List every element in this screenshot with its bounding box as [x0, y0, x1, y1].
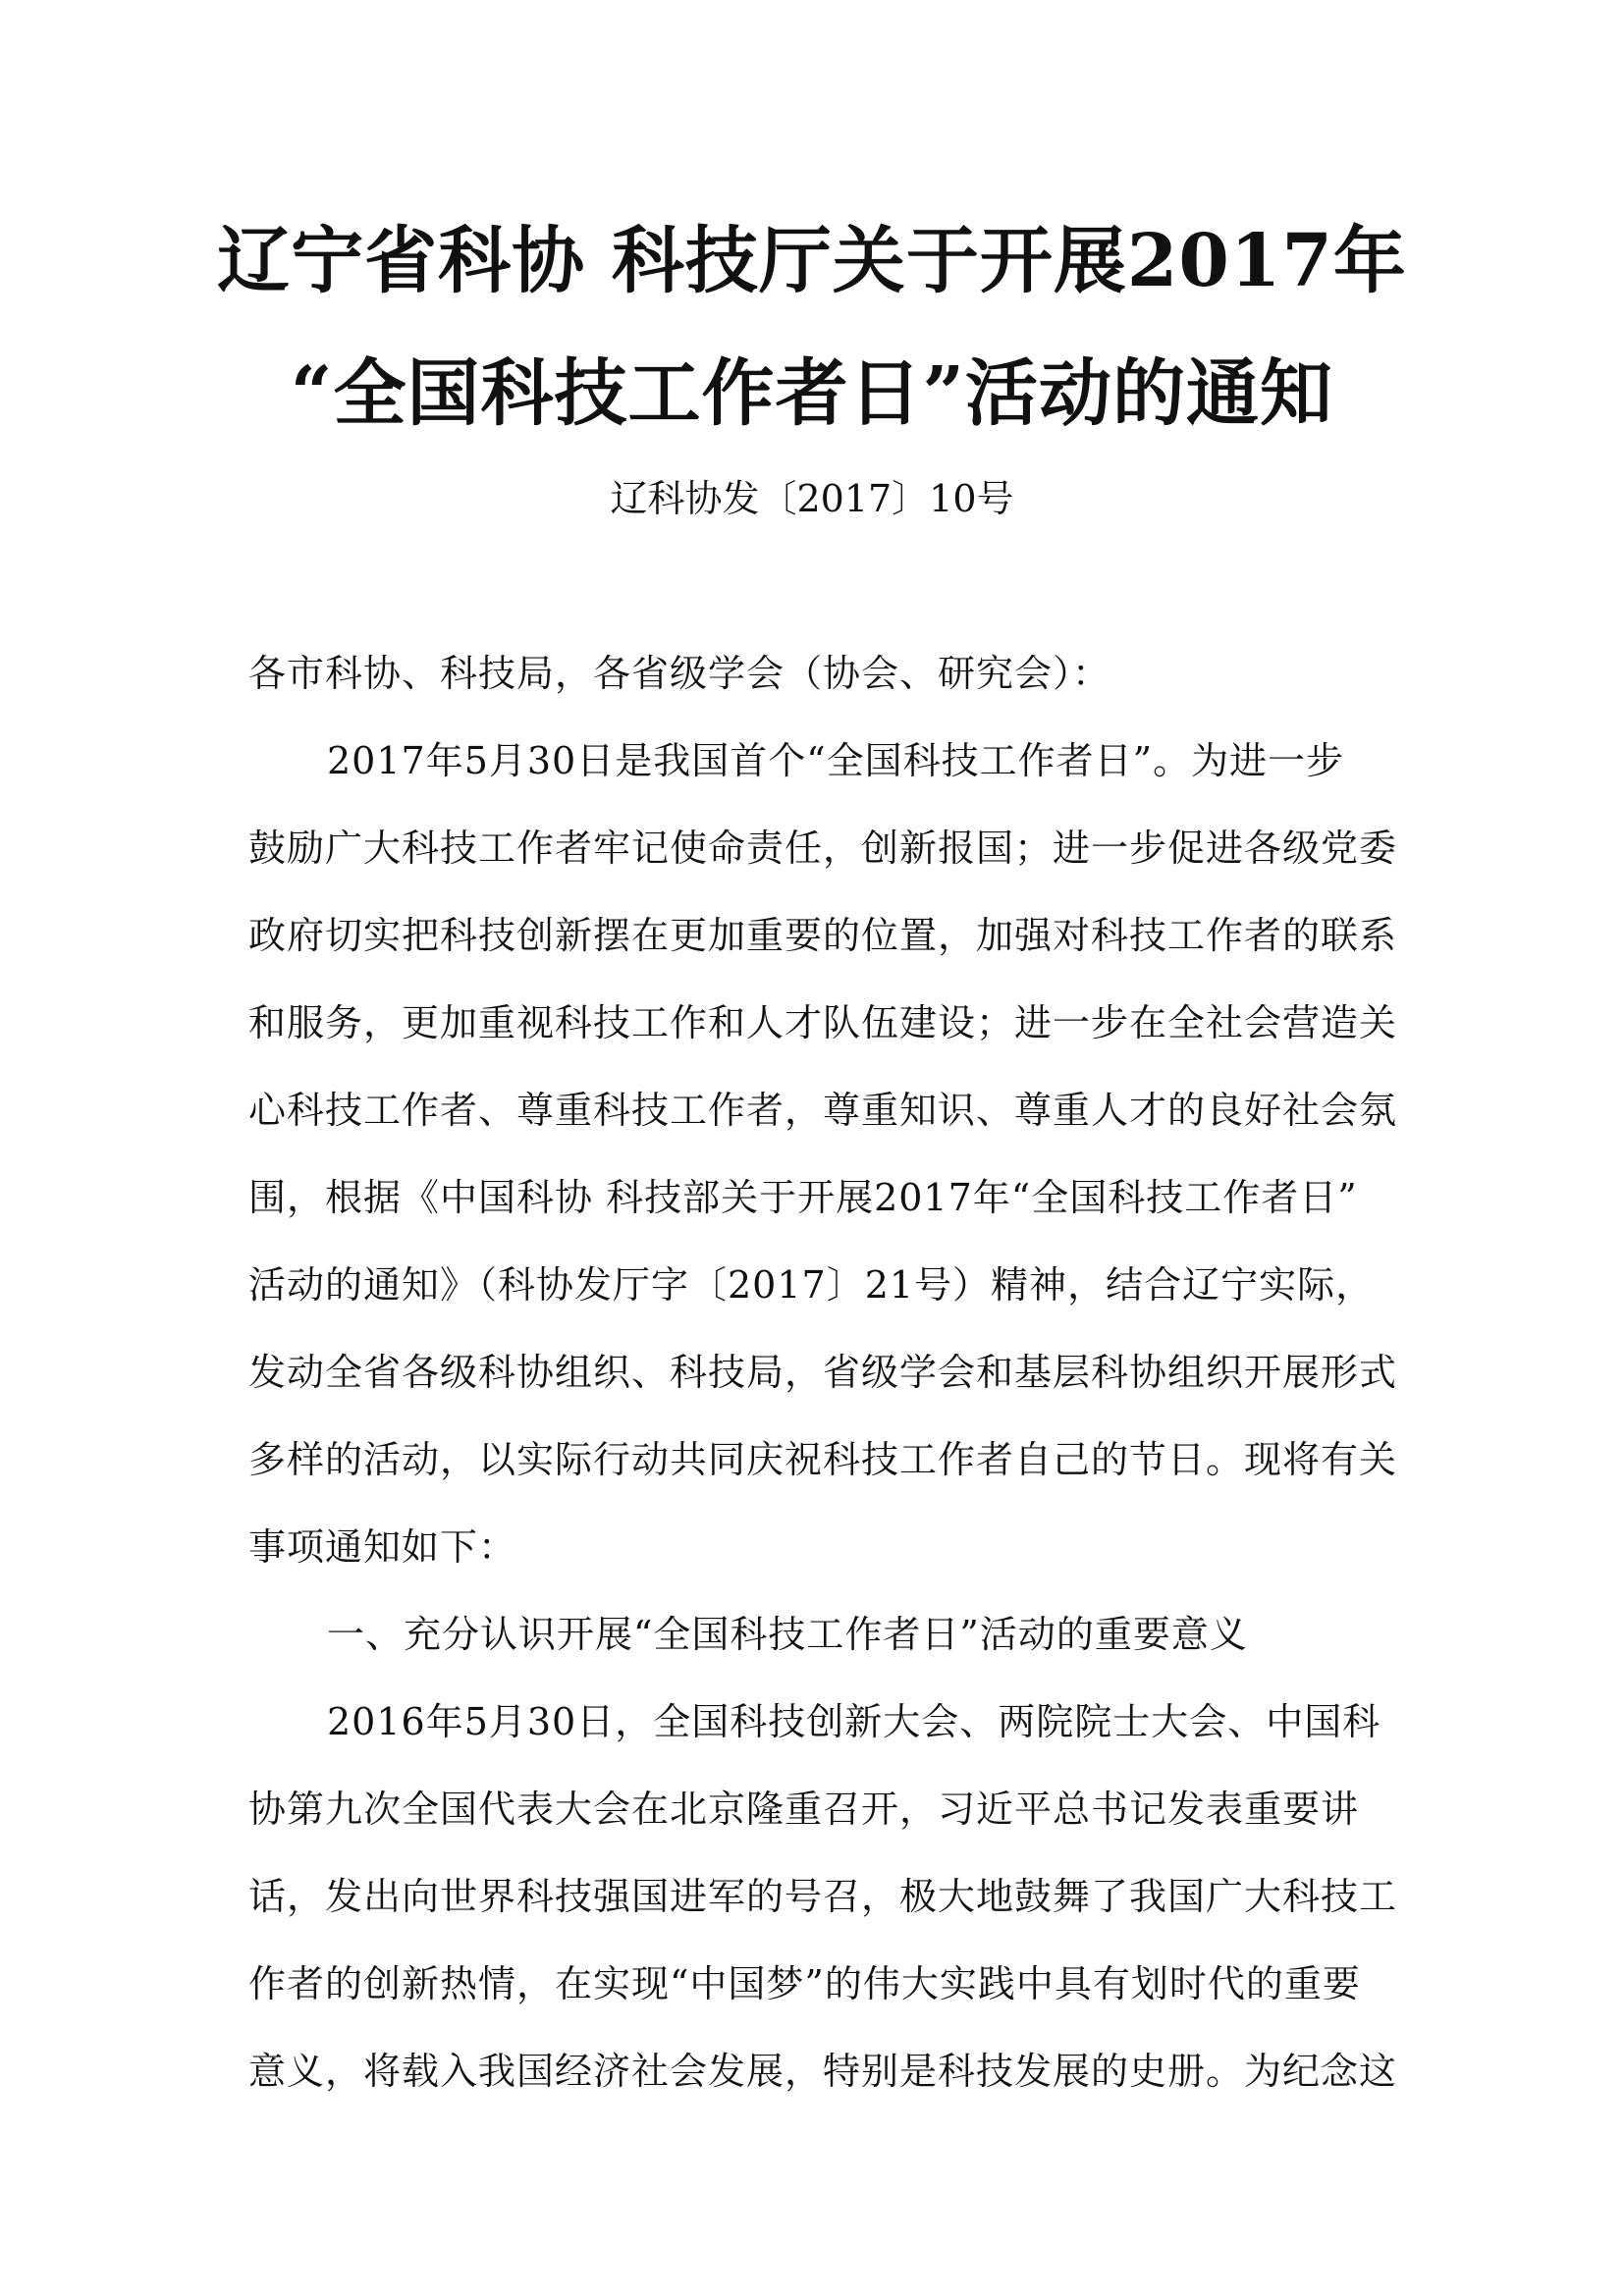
- paragraph-2-line: 2016年5月30日，全国科技创新大会、两院院士大会、中国科: [327, 1700, 1381, 1743]
- document-number: 辽科协发〔2017〕10号: [610, 477, 1014, 520]
- document-title-line-1: 辽宁省科协 科技厅关于开展2017年: [217, 219, 1407, 303]
- paragraph-1-line: 和服务，更加重视科技工作和人才队伍建设；进一步在全社会营造关: [248, 1001, 1398, 1044]
- paragraph-1-line: 多样的活动，以实际行动共同庆祝科技工作者自己的节日。现将有关: [248, 1438, 1398, 1481]
- document-title-line-2: “全国科技工作者日”活动的通知: [290, 351, 1334, 436]
- paragraph-1-line: 事项通知如下：: [248, 1525, 517, 1569]
- salutation: 各市科协、科技局，各省级学会（协会、研究会）：: [248, 652, 1111, 695]
- paragraph-1-line: 围，根据《中国科协 科技部关于开展2017年“全国科技工作者日”: [248, 1176, 1358, 1219]
- paragraph-2-line: 作者的创新热情，在实现“中国梦”的伟大实践中具有划时代的重要: [248, 1962, 1361, 2005]
- section-1-heading: 一、充分认识开展“全国科技工作者日”活动的重要意义: [327, 1613, 1248, 1656]
- paragraph-1-line: 政府切实把科技创新摆在更加重要的位置，加强对科技工作者的联系: [248, 914, 1398, 957]
- paragraph-1-line: 发动全省各级科协组织、科技局，省级学会和基层科协组织开展形式: [248, 1351, 1398, 1394]
- paragraph-1-line: 心科技工作者、尊重科技工作者，尊重知识、尊重人才的良好社会氛: [248, 1089, 1398, 1132]
- paragraph-2-line: 协第九次全国代表大会在北京隆重召开，习近平总书记发表重要讲: [248, 1788, 1360, 1831]
- paragraph-2-line: 话，发出向世界科技强国进军的号召，极大地鼓舞了我国广大科技工: [248, 1875, 1398, 1918]
- paragraph-1-line: 鼓励广大科技工作者牢记使命责任，创新报国；进一步促进各级党委: [248, 827, 1398, 870]
- paragraph-2-line: 意义，将载入我国经济社会发展，特别是科技发展的史册。为纪念这: [248, 2050, 1398, 2093]
- paragraph-1-line: 2017年5月30日是我国首个“全国科技工作者日”。为进一步: [327, 739, 1345, 782]
- paragraph-1-line: 活动的通知》（科协发厅字〔2017〕21号）精神，结合辽宁实际，: [248, 1263, 1375, 1307]
